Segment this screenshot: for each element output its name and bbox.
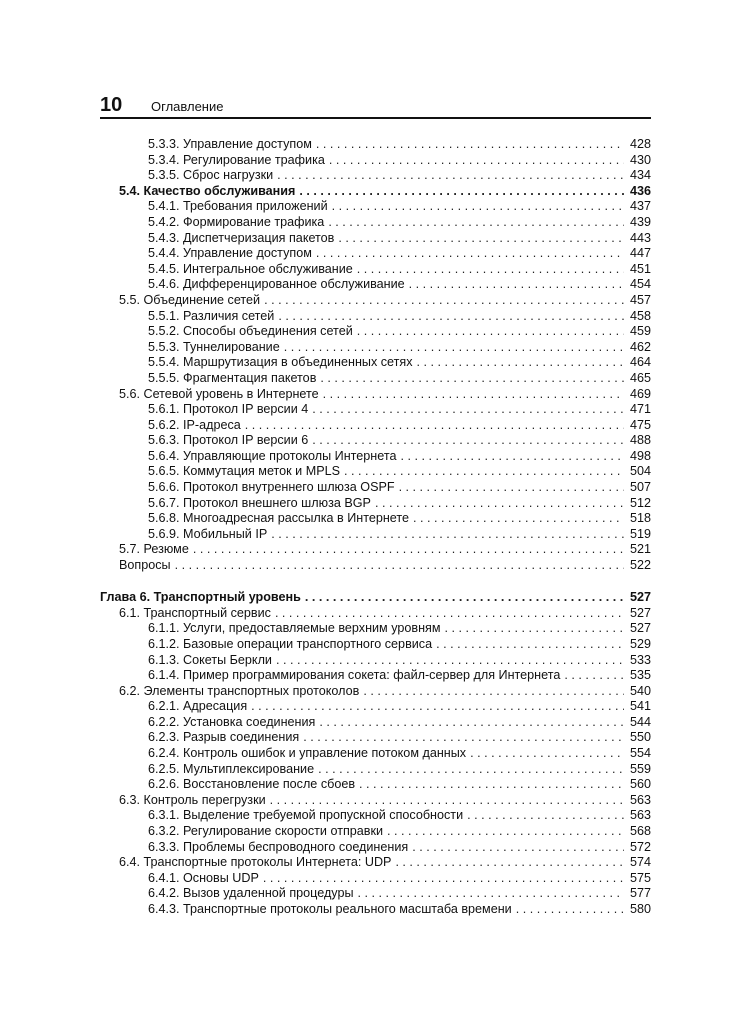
table-of-contents xyxy=(100,137,651,918)
toc-section-chapter6 xyxy=(100,590,651,917)
toc-entry-title: 5.4. Качество обслуживания xyxy=(119,183,296,198)
toc-entry-page: 533 xyxy=(629,652,651,667)
dot-leader xyxy=(278,309,624,325)
toc-subsection-entry[interactable] xyxy=(100,808,651,824)
toc-entry-title: 5.6.2. IP-адреса xyxy=(148,417,241,432)
toc-entry-title: 6.1.3. Сокеты Беркли xyxy=(148,652,272,667)
dot-leader xyxy=(516,902,624,918)
toc-entry-page: 544 xyxy=(629,714,651,729)
toc-entry-page: 428 xyxy=(629,137,651,151)
toc-entry-page: 563 xyxy=(629,808,651,823)
toc-entry-page: 475 xyxy=(629,417,651,432)
dot-leader xyxy=(417,355,624,371)
toc-subsection-entry[interactable] xyxy=(100,246,651,262)
toc-entry-title: 6.1.1. Услуги, предоставляемые верхним уровням xyxy=(148,621,441,636)
toc-subsection-entry[interactable] xyxy=(100,762,651,778)
toc-subsection-entry[interactable] xyxy=(100,653,651,669)
toc-entry-title: 6.1.2. Базовые операции транспортного сервиса xyxy=(148,636,433,651)
toc-entry-title: 5.6. Сетевой уровень в Интернете xyxy=(119,386,319,401)
dot-leader xyxy=(277,168,624,184)
toc-entry-page: 568 xyxy=(629,824,651,839)
dot-leader xyxy=(338,231,624,247)
toc-subsection-entry[interactable] xyxy=(100,637,651,653)
toc-entry-page: 437 xyxy=(629,199,651,214)
toc-entry-page: 574 xyxy=(629,855,651,870)
running-title: Оглавление xyxy=(151,99,224,114)
toc-entry-page: 554 xyxy=(629,746,651,761)
dot-leader xyxy=(276,653,624,669)
toc-entry-page: 488 xyxy=(629,433,651,448)
toc-section-entry[interactable] xyxy=(100,387,651,403)
toc-subsection-entry[interactable] xyxy=(100,371,651,387)
toc-chapter-entry[interactable] xyxy=(100,590,651,606)
toc-entry-title: 5.6.8. Многоадресная рассылка в Интернете xyxy=(148,511,410,526)
toc-entry-title: 5.5.3. Туннелирование xyxy=(148,339,280,354)
dot-leader xyxy=(175,558,624,574)
toc-entry-title: 5.4.5. Интегральное обслуживание xyxy=(148,261,353,276)
toc-entry-page: 580 xyxy=(629,902,651,916)
toc-subsection-entry[interactable] xyxy=(100,231,651,247)
dot-leader xyxy=(263,871,624,887)
toc-entry-page: 560 xyxy=(629,777,651,792)
toc-entry-title: 6.1. Транспортный сервис xyxy=(119,605,271,620)
toc-subsection-entry[interactable] xyxy=(100,746,651,762)
toc-entry-page: 469 xyxy=(629,386,651,401)
toc-subsection-entry[interactable] xyxy=(100,449,651,465)
toc-subsection-entry[interactable] xyxy=(100,433,651,449)
toc-entry-page: 471 xyxy=(629,402,651,417)
toc-section-entry[interactable] xyxy=(100,606,651,622)
toc-entry-page: 577 xyxy=(629,886,651,901)
toc-section-entry[interactable] xyxy=(100,293,651,309)
toc-entry-page: 522 xyxy=(629,558,651,573)
toc-subsection-entry[interactable] xyxy=(100,699,651,715)
dot-leader xyxy=(358,886,624,902)
toc-entry-page: 527 xyxy=(629,621,651,636)
toc-entry-title: 6.3.3. Проблемы беспроводного соединения xyxy=(148,839,409,854)
toc-entry-page: 464 xyxy=(629,355,651,370)
toc-entry-page: 521 xyxy=(629,542,651,557)
toc-entry-page: 458 xyxy=(629,308,651,323)
toc-subsection-entry[interactable] xyxy=(100,777,651,793)
toc-subsection-entry[interactable] xyxy=(100,840,651,856)
dot-leader xyxy=(409,277,624,293)
toc-entry-page: 535 xyxy=(629,668,651,683)
toc-subsection-entry[interactable] xyxy=(100,464,651,480)
dot-leader xyxy=(316,246,624,262)
dot-leader xyxy=(436,637,624,653)
toc-entry-title: 5.3.3. Управление доступом xyxy=(148,137,312,151)
dot-leader xyxy=(251,699,624,715)
page-number: 10 xyxy=(100,94,123,116)
dot-leader xyxy=(564,668,624,684)
dot-leader xyxy=(305,590,624,606)
toc-entry-page: 507 xyxy=(629,480,651,495)
toc-entry-title: 6.4.2. Вызов удаленной процедуры xyxy=(148,886,354,901)
toc-section-entry[interactable] xyxy=(100,684,651,700)
toc-subsection-entry[interactable] xyxy=(100,715,651,731)
toc-entry-title: 6.3.2. Регулирование скорости отправки xyxy=(148,824,384,839)
dot-leader xyxy=(357,262,624,278)
toc-entry-title: 5.4.4. Управление доступом xyxy=(148,246,312,261)
toc-entry-title: 6.4.1. Основы UDP xyxy=(148,870,259,885)
toc-subsection-entry[interactable] xyxy=(100,309,651,325)
toc-entry-page: 436 xyxy=(629,183,651,198)
toc-section-chapter5 xyxy=(100,137,651,574)
toc-entry-page: 541 xyxy=(629,699,651,714)
toc-entry-title: 6.3.1. Выделение требуемой пропускной способности xyxy=(148,808,464,823)
toc-subsection-entry[interactable] xyxy=(100,902,651,918)
toc-subsection-entry[interactable] xyxy=(100,215,651,231)
toc-entry-title: 6.2. Элементы транспортных протоколов xyxy=(119,683,360,698)
toc-subsection-entry[interactable] xyxy=(100,168,651,184)
dot-leader xyxy=(359,777,624,793)
dot-leader xyxy=(323,387,624,403)
toc-entry-title: 5.6.3. Протокол IP версии 6 xyxy=(148,433,309,448)
dot-leader xyxy=(245,418,624,434)
toc-entry-page: 527 xyxy=(629,605,651,620)
toc-entry-title: 6.2.6. Восстановление после сбоев xyxy=(148,777,356,792)
toc-section-entry[interactable] xyxy=(100,184,651,200)
toc-entry-title: 5.5.4. Маршрутизация в объединенных сетях xyxy=(148,355,413,370)
dot-leader xyxy=(264,293,624,309)
dot-leader xyxy=(193,542,624,558)
toc-entry-page: 459 xyxy=(629,324,651,339)
dot-leader xyxy=(375,496,624,512)
dot-leader xyxy=(467,808,624,824)
toc-subsection-entry[interactable] xyxy=(100,137,651,153)
dot-leader xyxy=(357,324,624,340)
dot-leader xyxy=(387,824,624,840)
dot-leader xyxy=(445,621,625,637)
dot-leader xyxy=(270,793,624,809)
toc-entry-page: 447 xyxy=(629,246,651,261)
toc-entry-title: 6.3. Контроль перегрузки xyxy=(119,792,266,807)
dot-leader xyxy=(284,340,624,356)
toc-section-entry[interactable] xyxy=(100,542,651,558)
dot-leader xyxy=(400,449,624,465)
toc-entry-title: 5.5.5. Фрагментация пакетов xyxy=(148,370,317,385)
toc-entry-title: 5.6.9. Мобильный IP xyxy=(148,526,268,541)
dot-leader xyxy=(312,402,624,418)
toc-entry-page: 498 xyxy=(629,448,651,463)
toc-section-entry[interactable] xyxy=(100,558,651,574)
toc-entry-title: 6.2.2. Установка соединения xyxy=(148,714,316,729)
toc-entry-title: 5.4.2. Формирование трафика xyxy=(148,214,325,229)
dot-leader xyxy=(271,527,624,543)
toc-entry-title: 6.2.1. Адресация xyxy=(148,699,248,714)
toc-entry-page: 462 xyxy=(629,339,651,354)
toc-entry-page: 434 xyxy=(629,168,651,183)
toc-subsection-entry[interactable] xyxy=(100,153,651,169)
dot-leader xyxy=(275,606,624,622)
toc-entry-title: 5.6.6. Протокол внутреннего шлюза OSPF xyxy=(148,480,395,495)
toc-subsection-entry[interactable] xyxy=(100,402,651,418)
dot-leader xyxy=(318,762,624,778)
dot-leader xyxy=(320,371,624,387)
toc-entry-title: Глава 6. Транспортный уровень xyxy=(100,590,301,605)
dot-leader xyxy=(299,184,624,200)
toc-subsection-entry[interactable] xyxy=(100,355,651,371)
toc-entry-page: 572 xyxy=(629,839,651,854)
toc-subsection-entry[interactable] xyxy=(100,199,651,215)
toc-entry-page: 443 xyxy=(629,230,651,245)
toc-entry-title: 5.6.1. Протокол IP версии 4 xyxy=(148,402,309,417)
toc-subsection-entry[interactable] xyxy=(100,621,651,637)
toc-entry-title: 6.2.5. Мультиплексирование xyxy=(148,761,315,776)
toc-entry-page: 439 xyxy=(629,214,651,229)
toc-entry-page: 527 xyxy=(629,590,651,605)
toc-subsection-entry[interactable] xyxy=(100,262,651,278)
dot-leader xyxy=(303,730,624,746)
toc-entry-title: 5.4.1. Требования приложений xyxy=(148,199,328,214)
dot-leader xyxy=(328,215,624,231)
toc-subsection-entry[interactable] xyxy=(100,418,651,434)
toc-entry-title: 6.4.3. Транспортные протоколы реального масштаба времени xyxy=(148,902,512,916)
toc-subsection-entry[interactable] xyxy=(100,324,651,340)
toc-entry-title: 5.6.7. Протокол внешнего шлюза BGP xyxy=(148,495,371,510)
toc-entry-title: 5.4.6. Дифференцированное обслуживание xyxy=(148,277,405,292)
toc-section-entry[interactable] xyxy=(100,855,651,871)
toc-entry-title: 5.3.5. Сброс нагрузки xyxy=(148,168,274,183)
header-rule xyxy=(100,117,651,119)
toc-subsection-entry[interactable] xyxy=(100,871,651,887)
dot-leader xyxy=(413,511,624,527)
toc-entry-title: 5.5. Объединение сетей xyxy=(119,292,261,307)
toc-gap xyxy=(100,574,651,591)
toc-subsection-entry[interactable] xyxy=(100,824,651,840)
dot-leader xyxy=(312,433,624,449)
toc-subsection-entry[interactable] xyxy=(100,277,651,293)
dot-leader xyxy=(316,137,624,153)
toc-entry-page: 575 xyxy=(629,870,651,885)
toc-entry-title: 6.2.4. Контроль ошибок и управление потоком данных xyxy=(148,746,467,761)
toc-subsection-entry[interactable] xyxy=(100,340,651,356)
toc-entry-page: 504 xyxy=(629,464,651,479)
toc-entry-title: 6.1.4. Пример программирования сокета: файл-сервер для Интернета xyxy=(148,668,561,683)
toc-subsection-entry[interactable] xyxy=(100,480,651,496)
toc-entry-title: 6.4. Транспортные протоколы Интернета: UDP xyxy=(119,855,392,870)
toc-entry-title: 5.7. Резюме xyxy=(119,542,189,557)
toc-entry-page: 512 xyxy=(629,495,651,510)
toc-entry-title: 5.3.4. Регулирование трафика xyxy=(148,152,325,167)
dot-leader xyxy=(363,684,624,700)
page-header xyxy=(100,96,651,116)
toc-subsection-entry[interactable] xyxy=(100,886,651,902)
toc-entry-page: 550 xyxy=(629,730,651,745)
dot-leader xyxy=(412,840,624,856)
toc-entry-page: 430 xyxy=(629,152,651,167)
toc-entry-title: 5.4.3. Диспетчеризация пакетов xyxy=(148,230,335,245)
toc-entry-title: 5.5.2. Способы объединения сетей xyxy=(148,324,353,339)
toc-entry-page: 454 xyxy=(629,277,651,292)
toc-subsection-entry[interactable] xyxy=(100,730,651,746)
toc-entry-title: 5.5.1. Различия сетей xyxy=(148,308,275,323)
toc-entry-page: 465 xyxy=(629,370,651,385)
toc-subsection-entry[interactable] xyxy=(100,511,651,527)
toc-entry-page: 529 xyxy=(629,636,651,651)
toc-entry-title: 6.2.3. Разрыв соединения xyxy=(148,730,300,745)
dot-leader xyxy=(329,153,624,169)
dot-leader xyxy=(395,855,624,871)
toc-entry-title: 5.6.4. Управляющие протоколы Интернета xyxy=(148,448,397,463)
toc-entry-page: 559 xyxy=(629,761,651,776)
dot-leader xyxy=(319,715,624,731)
dot-leader xyxy=(332,199,624,215)
toc-subsection-entry[interactable] xyxy=(100,668,651,684)
dot-leader xyxy=(344,464,624,480)
toc-entry-page: 451 xyxy=(629,261,651,276)
toc-subsection-entry[interactable] xyxy=(100,527,651,543)
toc-section-entry[interactable] xyxy=(100,793,651,809)
toc-entry-page: 519 xyxy=(629,526,651,541)
toc-entry-page: 518 xyxy=(629,511,651,526)
toc-entry-page: 563 xyxy=(629,792,651,807)
toc-entry-title: Вопросы xyxy=(119,558,171,573)
dot-leader xyxy=(470,746,624,762)
toc-entry-title: 5.6.5. Коммутация меток и MPLS xyxy=(148,464,341,479)
dot-leader xyxy=(399,480,624,496)
toc-entry-page: 540 xyxy=(629,683,651,698)
toc-entry-page: 457 xyxy=(629,292,651,307)
toc-subsection-entry[interactable] xyxy=(100,496,651,512)
